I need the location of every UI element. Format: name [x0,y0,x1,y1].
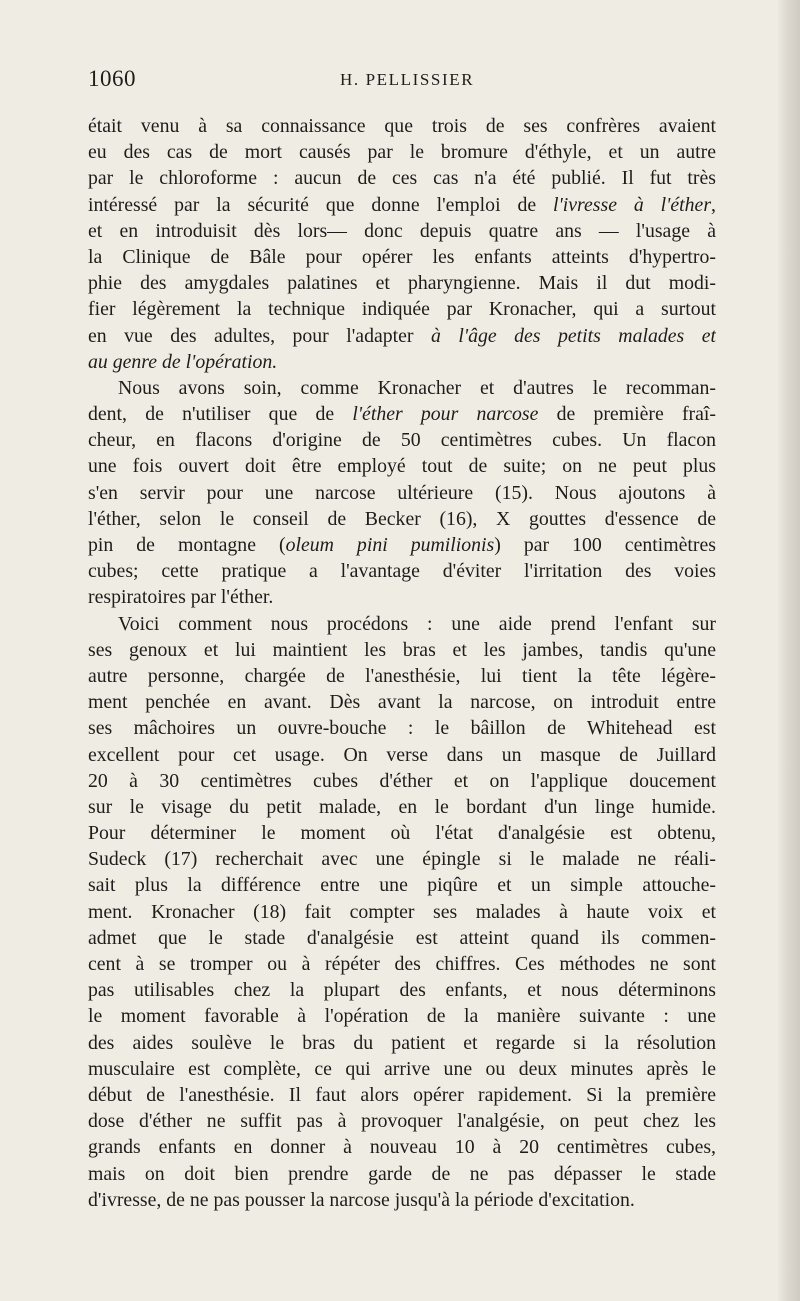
text-line: excellent pour cet usage. On verse dans un masque de Juillard [88,743,716,766]
text-line: était venu à sa connaissance que trois de ses confrères avaient [88,115,716,137]
text-line: grands enfants en donner à nouveau 10 à 20 centimètres cubes, [88,1136,716,1159]
text-line: la Clinique de Bâle pour opérer les enfants atteints d'hypertro- [88,245,716,268]
text-line: Voici comment nous procédons : une aide prend l'enfant sur [118,612,716,635]
text-line: au genre de l'opération. [88,350,278,373]
text-line: par le chloroforme : aucun de ces cas n'a été publié. Il fut très [88,167,716,190]
text-line: pas utilisables chez la plupart des enfants, et nous déterminons [88,979,716,1002]
text-line: cubes; cette pratique a l'avantage d'éviter l'irritation des voies [88,560,716,583]
text-line: respiratoires par l'éther. [88,586,274,609]
text-line: dose d'éther ne suffit pas à provoquer l'analgésie, on peut chez les [88,1110,716,1133]
page-edge [778,0,800,1301]
body-text [88,113,716,1213]
text-line: une fois ouvert doit être employé tout de suite; on ne peut plus [88,455,716,478]
text-line: ses genoux et lui maintient les bras et les jambes, tandis qu'une [88,638,716,661]
text-line: cent à se tromper ou à répéter des chiffres. Ces méthodes ne sont [88,953,716,975]
text-line: 20 à 30 centimètres cubes d'éther et on l'applique doucement [88,769,716,792]
text-line: début de l'anesthésie. Il faut alors opérer rapidement. Si la première [88,1083,716,1106]
text-line: Sudeck (17) recherchait avec une épingle si le malade ne réali- [88,848,716,871]
text-line: dent, de n'utiliser que de l'éther pour narcose de première fraî- [88,403,716,426]
text-line: d'ivresse, de ne pas pousser la narcose jusqu'à la période d'excitation. [88,1188,635,1211]
text-line: Nous avons soin, comme Kronacher et d'autres le recomman- [118,376,716,399]
text-line: s'en servir pour une narcose ultérieure (15). Nous ajoutons à [88,481,716,504]
text-line: ment. Kronacher (18) fait compter ses malades à haute voix et [88,900,716,923]
text-line: cheur, en flacons d'origine de 50 centimètres cubes. Un flacon [88,429,716,452]
text-line: intéressé par la sécurité que donne l'emploi de l'ivresse à l'éther, [88,193,716,216]
text-line: l'éther, selon le conseil de Becker (16), X gouttes d'essence de [88,507,716,530]
text-line: admet que le stade d'analgésie est atteint quand ils commen- [88,926,716,949]
text-line: phie des amygdales palatines et pharyngienne. Mais il dut modi- [88,272,716,295]
text-line: Pour déterminer le moment où l'état d'analgésie est obtenu, [88,822,716,845]
text-line: en vue des adultes, pour l'adapter à l'âge des petits malades et [88,324,716,347]
text-line: le moment favorable à l'opération de la manière suivante : une [88,1005,716,1028]
text-line: pin de montagne (oleum pini pumilionis) par 100 centimètres [88,534,716,556]
text-line: eu des cas de mort causés par le bromure d'éthyle, et un autre [88,141,716,164]
page-number: 1060 [88,66,136,91]
text-line: musculaire est complète, ce qui arrive une ou deux minutes après le [88,1057,716,1080]
page-header [88,66,716,98]
text-line: des aides soulève le bras du patient et regarde si la résolution [88,1031,716,1054]
running-head: H. PELLISSIER [340,70,475,89]
text-line: et en introduisit dès lors— donc depuis quatre ans — l'usage à [88,219,716,242]
text-line: mais on doit bien prendre garde de ne pas dépasser le stade [88,1162,716,1185]
text-line: sur le visage du petit malade, en le bordant d'un linge humide. [88,795,716,818]
text-line: fier légèrement la technique indiquée par Kronacher, qui a surtout [88,298,716,321]
text-line: sait plus la différence entre une piqûre et un simple attouche- [88,874,716,897]
text-line: ment penchée en avant. Dès avant la narcose, on introduit entre [88,691,716,714]
text-line: autre personne, chargée de l'anesthésie, lui tient la tête légère- [88,664,716,687]
text-line: ses mâchoires un ouvre-bouche : le bâillon de Whitehead est [88,717,716,740]
